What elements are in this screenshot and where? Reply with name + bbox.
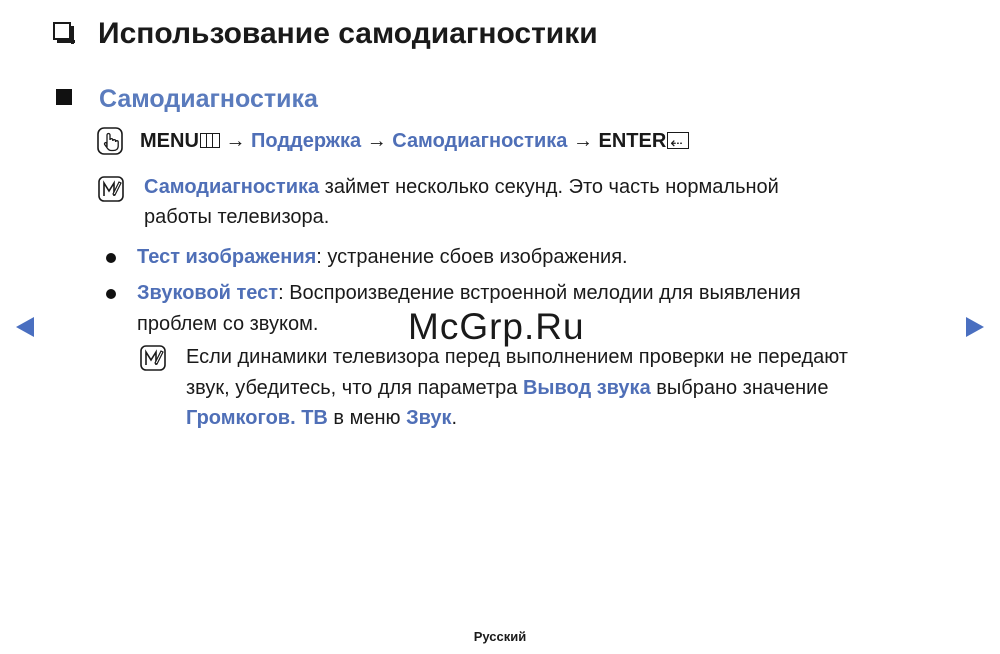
note-line bbox=[186, 373, 828, 403]
note-term: Самодиагностика bbox=[144, 176, 320, 198]
bullet-term: Тест изображения bbox=[137, 246, 317, 268]
bullet-text: проблем со звуком. bbox=[137, 313, 319, 335]
next-page-icon[interactable] bbox=[966, 317, 984, 337]
menu-path bbox=[140, 126, 689, 156]
path-arrow: → bbox=[366, 130, 387, 152]
note-line: Если динамики телевизора перед выполнением проверки не передают bbox=[186, 346, 848, 368]
note-term: Звук bbox=[406, 407, 452, 429]
note-line: работы телевизора. bbox=[144, 206, 330, 228]
enter-label: ENTER bbox=[598, 130, 667, 152]
menu-label: MENU bbox=[140, 130, 199, 152]
square-bullet-icon bbox=[56, 89, 72, 105]
note-line bbox=[144, 172, 779, 202]
bullet-dot bbox=[106, 253, 116, 263]
bullet-item bbox=[137, 242, 628, 272]
footer-language: Русский bbox=[473, 629, 527, 644]
note-text: займет несколько секунд. Это часть нормальной bbox=[319, 176, 779, 198]
note-text: звук, убедитесь, что для параметра bbox=[186, 377, 523, 399]
path-step-support: Поддержка bbox=[251, 130, 362, 152]
enter-icon bbox=[667, 132, 689, 149]
bullet-dot bbox=[106, 289, 116, 299]
section-title: Самодиагностика bbox=[99, 85, 318, 113]
prev-page-icon[interactable] bbox=[16, 317, 34, 337]
note-icon bbox=[98, 176, 124, 202]
hand-pointer-icon bbox=[97, 127, 123, 155]
path-arrow: → bbox=[572, 130, 593, 152]
watermark: McGrp.Ru bbox=[408, 306, 585, 347]
note-text: в меню bbox=[327, 407, 407, 429]
note-term: Громкогов. ТВ bbox=[186, 407, 328, 429]
checkbox-icon bbox=[53, 22, 71, 40]
bullet-text: : устранение сбоев изображения. bbox=[316, 246, 628, 268]
note-icon bbox=[140, 345, 166, 371]
note-term: Вывод звука bbox=[522, 377, 651, 399]
bullet-text: : Воспроизведение встроенной мелодии для выявления bbox=[278, 282, 801, 304]
note-line bbox=[186, 403, 457, 433]
note-text: . bbox=[451, 407, 458, 429]
page-title: Использование самодиагностики bbox=[98, 17, 598, 50]
path-step-selfdiag: Самодиагностика bbox=[392, 130, 568, 152]
path-arrow: → bbox=[225, 130, 246, 152]
menu-grid-icon bbox=[200, 133, 220, 148]
bullet-term: Звуковой тест bbox=[137, 282, 279, 304]
note-text: выбрано значение bbox=[650, 377, 829, 399]
